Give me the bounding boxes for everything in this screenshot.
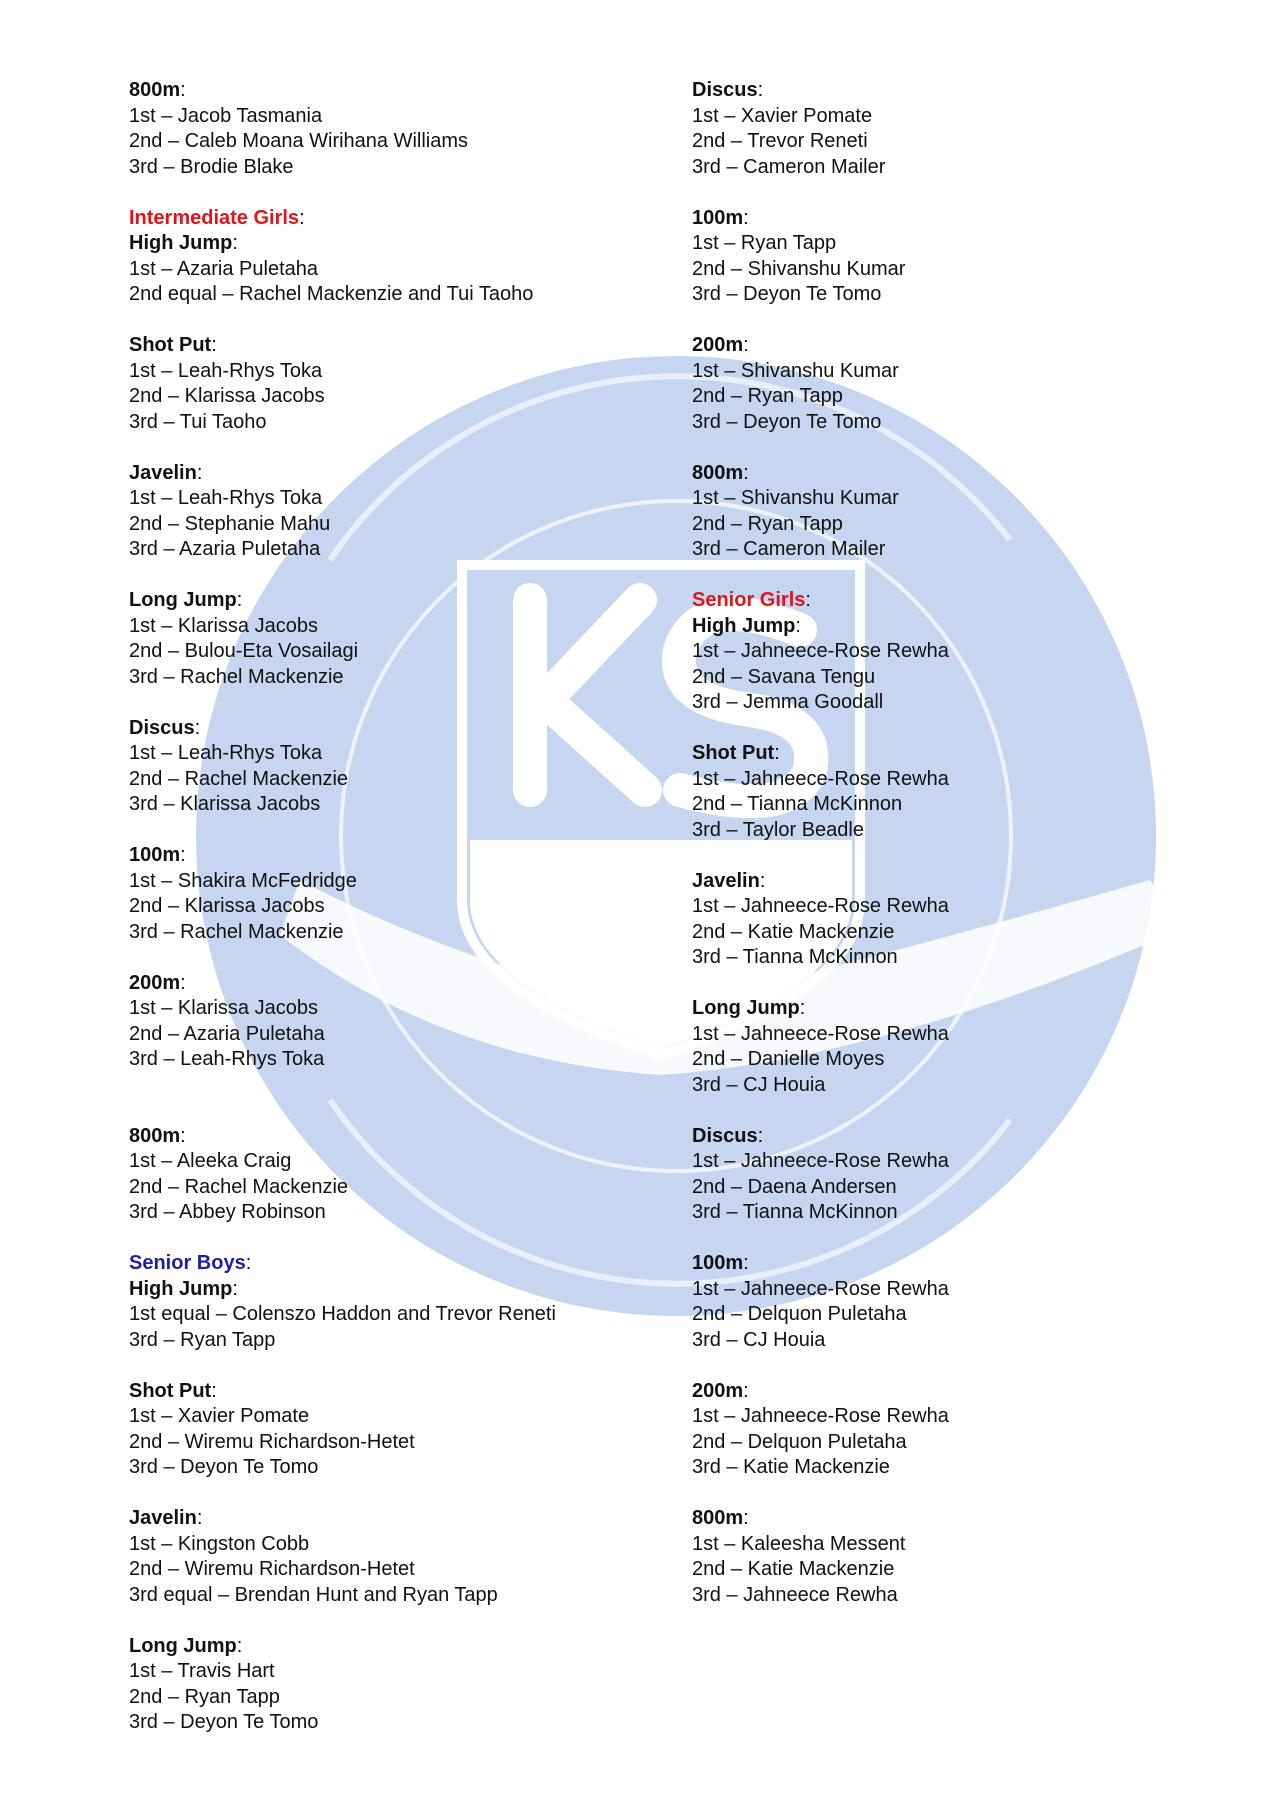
event-heading: 800m: bbox=[129, 79, 186, 101]
result-line: 1st – Xavier Pomate bbox=[129, 1405, 310, 1427]
result-line: 2nd – Ryan Tapp bbox=[692, 512, 843, 535]
event-block-high-jump bbox=[129, 1251, 556, 1353]
event-name: Long Jump bbox=[129, 589, 237, 611]
event-name: 200m bbox=[692, 334, 744, 356]
event-name: 100m bbox=[692, 206, 744, 229]
result-line: 3rd – Rachel Mackenzie bbox=[129, 665, 344, 688]
result-line: 1st – Jacob Tasmania bbox=[129, 104, 323, 127]
category-name: Senior Girls bbox=[692, 589, 806, 611]
event-name: Shot Put bbox=[692, 742, 775, 764]
event-block-200m bbox=[692, 333, 949, 435]
result-line: 1st – Shivanshu Kumar bbox=[692, 359, 899, 382]
event-block-100m bbox=[692, 206, 949, 308]
event-name: Javelin bbox=[129, 461, 197, 484]
event-block-javelin bbox=[129, 1506, 556, 1608]
result-line: 1st – Jahneece-Rose Rewha bbox=[692, 895, 949, 917]
event-name: Discus bbox=[692, 79, 758, 101]
event-heading: Javelin: bbox=[692, 869, 766, 892]
result-line: 1st equal – Colenszo Haddon and Trevor Reneti bbox=[129, 1303, 556, 1325]
event-heading: 200m: bbox=[129, 971, 186, 994]
event-block-800m bbox=[692, 461, 949, 563]
event-heading: Shot Put: bbox=[129, 334, 217, 356]
event-name: 800m bbox=[129, 1124, 181, 1147]
result-line: 1st – Jahneece-Rose Rewha bbox=[692, 640, 949, 662]
result-line: 2nd – Katie Mackenzie bbox=[692, 920, 895, 943]
event-block-shot-put bbox=[692, 741, 949, 843]
event-name: 200m bbox=[129, 971, 181, 994]
event-heading: Discus: bbox=[129, 716, 201, 739]
result-line: 2nd – Klarissa Jacobs bbox=[129, 385, 325, 407]
event-block-200m bbox=[129, 971, 556, 1073]
result-line: 1st – Travis Hart bbox=[129, 1660, 275, 1682]
result-line: 2nd – Bulou-Eta Vosailagi bbox=[129, 640, 359, 662]
event-block-800m bbox=[129, 78, 556, 180]
event-heading: Javelin: bbox=[129, 1507, 203, 1529]
event-heading: Javelin: bbox=[129, 461, 203, 484]
result-line: 1st – Leah-Rhys Toka bbox=[129, 359, 323, 382]
result-line: 2nd – Trevor Reneti bbox=[692, 130, 868, 152]
event-name: Shot Put bbox=[129, 334, 212, 356]
event-name: 200m bbox=[692, 1379, 744, 1402]
result-line: 2nd – Delquon Puletaha bbox=[692, 1303, 907, 1325]
result-line: 3rd – Brodie Blake bbox=[129, 155, 294, 178]
event-name: Discus bbox=[692, 1124, 758, 1147]
result-line: 3rd – Jemma Goodall bbox=[692, 691, 884, 713]
result-line: 1st – Kaleesha Messent bbox=[692, 1532, 906, 1555]
event-heading: Long Jump: bbox=[129, 1634, 243, 1657]
event-block-high-jump bbox=[692, 588, 949, 716]
event-block-discus bbox=[692, 78, 949, 180]
result-line: 2nd – Wiremu Richardson-Hetet bbox=[129, 1430, 415, 1453]
result-line: 3rd – Katie Mackenzie bbox=[692, 1456, 890, 1478]
result-line: 1st – Klarissa Jacobs bbox=[129, 997, 318, 1019]
event-heading: 100m: bbox=[692, 206, 749, 229]
result-line: 3rd – Jahneece Rewha bbox=[692, 1583, 898, 1606]
event-name: Shot Put bbox=[129, 1379, 212, 1402]
event-heading: Discus: bbox=[692, 79, 764, 101]
event-heading: Shot Put: bbox=[129, 1379, 217, 1402]
event-name: High Jump bbox=[692, 614, 796, 637]
result-line: 2nd – Shivanshu Kumar bbox=[692, 257, 906, 280]
category-name: Senior Boys bbox=[129, 1252, 246, 1274]
category-name: Intermediate Girls bbox=[129, 206, 300, 229]
event-name: 800m bbox=[692, 1507, 744, 1529]
result-line: 1st – Ryan Tapp bbox=[692, 232, 837, 254]
result-line: 3rd – Deyon Te Tomo bbox=[692, 283, 882, 305]
event-heading: Shot Put: bbox=[692, 742, 780, 764]
event-heading: 800m: bbox=[692, 1507, 749, 1529]
result-line: 2nd – Danielle Moyes bbox=[692, 1048, 885, 1070]
result-line: 3rd – Cameron Mailer bbox=[692, 538, 886, 560]
result-line: 3rd equal – Brendan Hunt and Ryan Tapp bbox=[129, 1583, 498, 1606]
event-heading: Discus: bbox=[692, 1124, 764, 1147]
result-line: 3rd – Tianna McKinnon bbox=[692, 1201, 898, 1223]
result-line: 1st – Shakira McFedridge bbox=[129, 869, 357, 892]
result-line: 2nd – Azaria Puletaha bbox=[129, 1022, 325, 1045]
result-line: 1st – Kingston Cobb bbox=[129, 1532, 310, 1555]
result-line: 3rd – CJ Houia bbox=[692, 1073, 826, 1096]
event-name: 100m bbox=[692, 1252, 744, 1274]
result-line: 2nd – Ryan Tapp bbox=[692, 385, 843, 407]
category-heading: Senior Boys: bbox=[129, 1252, 252, 1274]
event-name: Long Jump bbox=[692, 997, 800, 1019]
result-line: 3rd – CJ Houia bbox=[692, 1328, 826, 1351]
event-name: Javelin bbox=[692, 869, 760, 892]
result-line: 1st – Leah-Rhys Toka bbox=[129, 742, 323, 764]
result-line: 3rd – Deyon Te Tomo bbox=[129, 1711, 319, 1733]
event-block-javelin bbox=[692, 869, 949, 971]
category-heading: Intermediate Girls: bbox=[129, 206, 305, 229]
event-block-100m bbox=[129, 843, 556, 945]
result-line: 2nd – Daena Andersen bbox=[692, 1175, 897, 1198]
result-line: 1st – Shivanshu Kumar bbox=[692, 487, 899, 509]
result-line: 2nd – Rachel Mackenzie bbox=[129, 767, 349, 790]
event-name: High Jump bbox=[129, 1277, 233, 1300]
event-name: Long Jump bbox=[129, 1634, 237, 1657]
result-line: 2nd – Savana Tengu bbox=[692, 665, 876, 688]
result-line: 1st – Xavier Pomate bbox=[692, 104, 873, 127]
result-line: 2nd – Katie Mackenzie bbox=[692, 1558, 895, 1580]
result-line: 3rd – Rachel Mackenzie bbox=[129, 920, 344, 943]
event-name: Discus bbox=[129, 716, 195, 739]
event-heading: 200m: bbox=[692, 1379, 749, 1402]
event-heading: 800m: bbox=[692, 461, 749, 484]
result-line: 2nd equal – Rachel Mackenzie and Tui Taoho bbox=[129, 283, 534, 305]
event-heading: High Jump: bbox=[692, 614, 801, 637]
event-name: Javelin bbox=[129, 1507, 197, 1529]
event-name: 800m bbox=[129, 79, 181, 101]
result-line: 3rd – Taylor Beadle bbox=[692, 818, 864, 841]
result-line: 3rd – Abbey Robinson bbox=[129, 1201, 326, 1223]
result-line: 3rd – Deyon Te Tomo bbox=[129, 1456, 319, 1478]
event-block-200m bbox=[692, 1379, 949, 1481]
event-name: 100m bbox=[129, 844, 181, 866]
result-line: 2nd – Rachel Mackenzie bbox=[129, 1175, 349, 1198]
event-heading: Long Jump: bbox=[692, 997, 806, 1019]
event-block-long-jump bbox=[692, 996, 949, 1098]
event-heading: Long Jump: bbox=[129, 589, 243, 611]
event-heading: 100m: bbox=[692, 1252, 749, 1274]
event-heading: 800m: bbox=[129, 1124, 186, 1147]
result-line: 3rd – Klarissa Jacobs bbox=[129, 793, 321, 815]
result-line: 3rd – Tianna McKinnon bbox=[692, 946, 898, 968]
result-line: 1st – Klarissa Jacobs bbox=[129, 614, 318, 637]
event-heading: 100m: bbox=[129, 844, 186, 866]
right-column bbox=[692, 78, 949, 1634]
event-block-javelin bbox=[129, 461, 556, 563]
result-line: 3rd – Deyon Te Tomo bbox=[692, 410, 882, 433]
left-column bbox=[129, 78, 556, 1761]
result-line: 1st – Jahneece-Rose Rewha bbox=[692, 1022, 949, 1045]
result-line: 3rd – Leah-Rhys Toka bbox=[129, 1048, 325, 1070]
event-block-discus bbox=[129, 716, 556, 818]
event-name: High Jump bbox=[129, 232, 233, 254]
result-line: 2nd – Wiremu Richardson-Hetet bbox=[129, 1558, 415, 1580]
event-block-100m bbox=[692, 1251, 949, 1353]
event-block-800m bbox=[129, 1124, 556, 1226]
event-block-shot-put bbox=[129, 333, 556, 435]
result-line: 1st – Leah-Rhys Toka bbox=[129, 487, 323, 509]
result-line: 3rd – Cameron Mailer bbox=[692, 155, 886, 178]
result-line: 2nd – Ryan Tapp bbox=[129, 1685, 280, 1708]
result-line: 1st – Jahneece-Rose Rewha bbox=[692, 1405, 949, 1427]
result-line: 1st – Jahneece-Rose Rewha bbox=[692, 1150, 949, 1172]
event-block-shot-put bbox=[129, 1379, 556, 1481]
result-line: 1st – Jahneece-Rose Rewha bbox=[692, 767, 949, 790]
event-block-long-jump bbox=[129, 588, 556, 690]
result-line: 2nd – Delquon Puletaha bbox=[692, 1430, 907, 1453]
event-block-discus bbox=[692, 1124, 949, 1226]
event-heading: 200m: bbox=[692, 334, 749, 356]
result-line: 2nd – Klarissa Jacobs bbox=[129, 895, 325, 917]
result-line: 3rd – Azaria Puletaha bbox=[129, 538, 321, 560]
event-name: 800m bbox=[692, 461, 744, 484]
event-block-800m bbox=[692, 1506, 949, 1608]
result-line: 2nd – Tianna McKinnon bbox=[692, 793, 903, 815]
result-line: 2nd – Stephanie Mahu bbox=[129, 512, 331, 535]
result-line: 1st – Aleeka Craig bbox=[129, 1150, 292, 1172]
event-block-long-jump bbox=[129, 1634, 556, 1736]
event-heading: High Jump: bbox=[129, 1277, 238, 1300]
result-line: 3rd – Ryan Tapp bbox=[129, 1328, 276, 1351]
result-line: 2nd – Caleb Moana Wirihana Williams bbox=[129, 130, 469, 152]
category-heading: Senior Girls: bbox=[692, 589, 811, 611]
event-heading: High Jump: bbox=[129, 232, 238, 254]
event-block-high-jump bbox=[129, 206, 556, 308]
result-line: 1st – Azaria Puletaha bbox=[129, 257, 319, 280]
result-line: 3rd – Tui Taoho bbox=[129, 410, 267, 433]
result-line: 1st – Jahneece-Rose Rewha bbox=[692, 1277, 949, 1300]
